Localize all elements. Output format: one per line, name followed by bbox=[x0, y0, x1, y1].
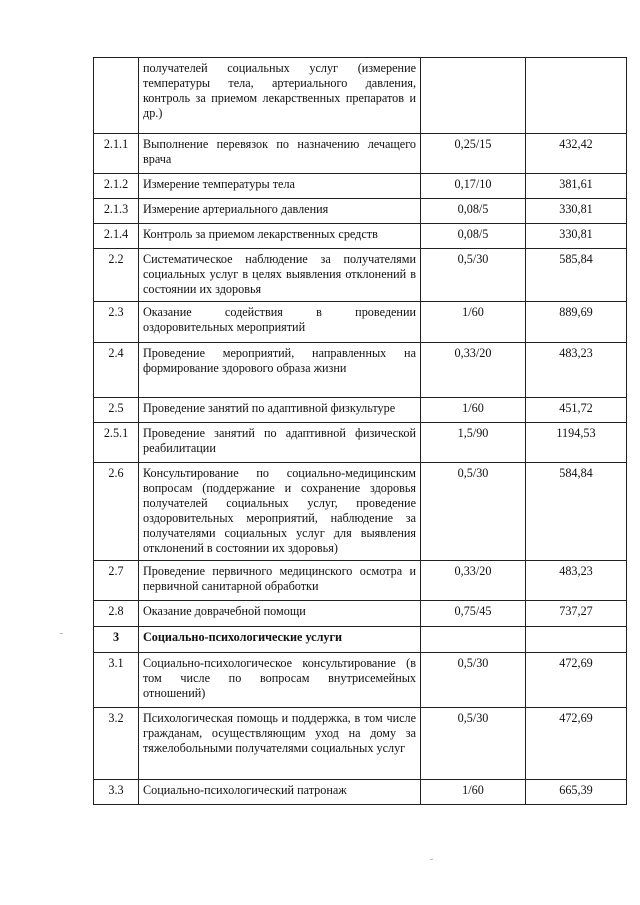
service-description: Измерение температуры тела bbox=[139, 174, 421, 199]
service-price: 1194,53 bbox=[526, 423, 627, 463]
table-row bbox=[94, 134, 627, 174]
row-number: 2.4 bbox=[94, 343, 139, 398]
service-description: Консультирование по социально-медицинским вопросам (поддержание и сохранение здоровья получателей социальных услуг, проведение оздоровительных мероприятий, наблюдение за получателями социальных услуг для выявления отклонений в состоянии их здоровья) bbox=[139, 463, 421, 561]
row-number: 3.3 bbox=[94, 780, 139, 805]
section-header-row bbox=[94, 627, 627, 653]
row-number bbox=[94, 58, 139, 134]
service-price: 889,69 bbox=[526, 302, 627, 343]
table-row bbox=[94, 249, 627, 302]
service-price: 483,23 bbox=[526, 343, 627, 398]
table-row bbox=[94, 601, 627, 627]
service-price: 432,42 bbox=[526, 134, 627, 174]
row-number: 2.2 bbox=[94, 249, 139, 302]
table-row bbox=[94, 302, 627, 343]
time-norm bbox=[421, 627, 526, 653]
service-price bbox=[526, 58, 627, 134]
row-number: 2.8 bbox=[94, 601, 139, 627]
row-number: 2.5.1 bbox=[94, 423, 139, 463]
scan-speck bbox=[430, 859, 433, 860]
time-norm: 0,75/45 bbox=[421, 601, 526, 627]
table-row bbox=[94, 174, 627, 199]
time-norm: 0,5/30 bbox=[421, 708, 526, 780]
time-norm: 0,5/30 bbox=[421, 463, 526, 561]
time-norm: 0,17/10 bbox=[421, 174, 526, 199]
service-description: Проведение мероприятий, направленных на формирование здорового образа жизни bbox=[139, 343, 421, 398]
service-description: Измерение артериального давления bbox=[139, 199, 421, 224]
time-norm: 0,08/5 bbox=[421, 224, 526, 249]
time-norm: 0,33/20 bbox=[421, 561, 526, 601]
service-price: 737,27 bbox=[526, 601, 627, 627]
row-number: 2.3 bbox=[94, 302, 139, 343]
service-description: Проведение первичного медицинского осмотра и первичной санитарной обработки bbox=[139, 561, 421, 601]
services-table bbox=[93, 57, 627, 805]
service-description: Проведение занятий по адаптивной физической реабилитации bbox=[139, 423, 421, 463]
service-description: Контроль за приемом лекарственных средств bbox=[139, 224, 421, 249]
row-number: 3 bbox=[94, 627, 139, 653]
table-row bbox=[94, 199, 627, 224]
service-description: Оказание содействия в проведении оздоровительных мероприятий bbox=[139, 302, 421, 343]
service-description: Социально-психологическое консультирование (в том числе по вопросам внутрисемейных отношений) bbox=[139, 653, 421, 708]
table-row bbox=[94, 423, 627, 463]
time-norm: 1/60 bbox=[421, 398, 526, 423]
service-price: 381,61 bbox=[526, 174, 627, 199]
service-description: Систематическое наблюдение за получателями социальных услуг в целях выявления отклонений в состоянии их здоровья bbox=[139, 249, 421, 302]
service-price: 483,23 bbox=[526, 561, 627, 601]
service-price: 584,84 bbox=[526, 463, 627, 561]
service-price: 330,81 bbox=[526, 224, 627, 249]
time-norm bbox=[421, 58, 526, 134]
time-norm: 1/60 bbox=[421, 780, 526, 805]
service-description: получателей социальных услуг (измерение температуры тела, артериального давления, контроль за приемом лекарственных препаратов и др.) bbox=[139, 58, 421, 134]
table-row bbox=[94, 224, 627, 249]
table-row bbox=[94, 58, 627, 134]
table-row bbox=[94, 708, 627, 780]
time-norm: 0,5/30 bbox=[421, 249, 526, 302]
table-body bbox=[94, 58, 627, 805]
row-number: 2.5 bbox=[94, 398, 139, 423]
row-number: 2.1.1 bbox=[94, 134, 139, 174]
row-number: 2.1.2 bbox=[94, 174, 139, 199]
service-price: 585,84 bbox=[526, 249, 627, 302]
row-number: 2.1.3 bbox=[94, 199, 139, 224]
table-row bbox=[94, 463, 627, 561]
service-price: 472,69 bbox=[526, 653, 627, 708]
service-description: Выполнение перевязок по назначению лечащего врача bbox=[139, 134, 421, 174]
row-number: 3.2 bbox=[94, 708, 139, 780]
service-description: Социально-психологический патронаж bbox=[139, 780, 421, 805]
time-norm: 0,33/20 bbox=[421, 343, 526, 398]
row-number: 2.7 bbox=[94, 561, 139, 601]
service-price: 451,72 bbox=[526, 398, 627, 423]
table-row bbox=[94, 653, 627, 708]
service-description: Проведение занятий по адаптивной физкультуре bbox=[139, 398, 421, 423]
table-row bbox=[94, 343, 627, 398]
service-description: Психологическая помощь и поддержка, в том числе гражданам, осуществляющим уход на дому за тяжелобольными получателями социальных услуг bbox=[139, 708, 421, 780]
time-norm: 0,5/30 bbox=[421, 653, 526, 708]
row-number: 2.6 bbox=[94, 463, 139, 561]
time-norm: 1,5/90 bbox=[421, 423, 526, 463]
row-number: 2.1.4 bbox=[94, 224, 139, 249]
service-price: 472,69 bbox=[526, 708, 627, 780]
table-row bbox=[94, 780, 627, 805]
time-norm: 0,25/15 bbox=[421, 134, 526, 174]
table-row bbox=[94, 398, 627, 423]
table-row bbox=[94, 561, 627, 601]
service-price bbox=[526, 627, 627, 653]
service-description: Оказание доврачебной помощи bbox=[139, 601, 421, 627]
service-description: Социально-психологические услуги bbox=[139, 627, 421, 653]
service-price: 665,39 bbox=[526, 780, 627, 805]
row-number: 3.1 bbox=[94, 653, 139, 708]
time-norm: 0,08/5 bbox=[421, 199, 526, 224]
service-price: 330,81 bbox=[526, 199, 627, 224]
time-norm: 1/60 bbox=[421, 302, 526, 343]
scan-speck bbox=[60, 633, 63, 634]
